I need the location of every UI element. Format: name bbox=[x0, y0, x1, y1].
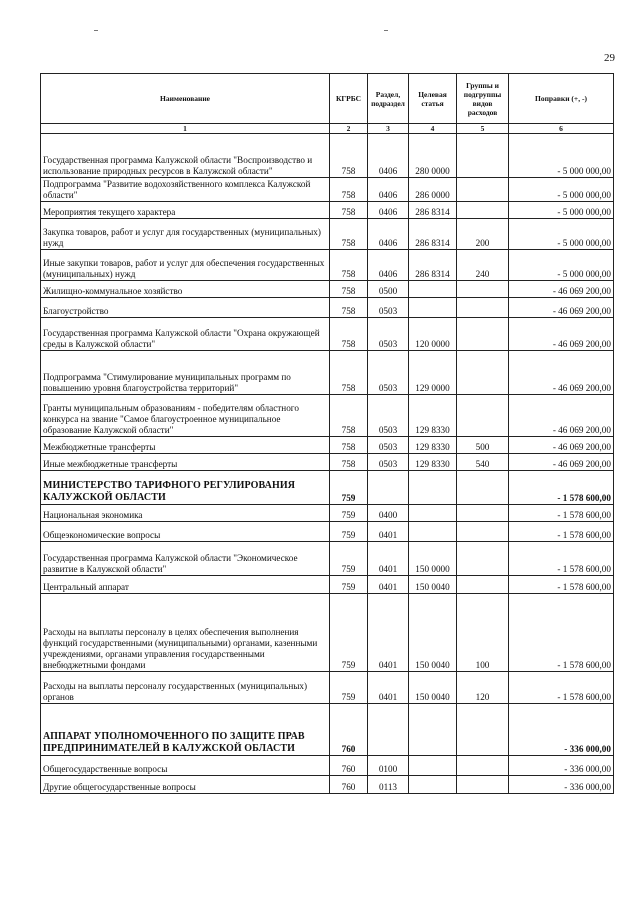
row-target-article bbox=[409, 776, 457, 794]
row-section: 0401 bbox=[368, 672, 409, 704]
row-section: 0400 bbox=[368, 505, 409, 522]
row-expense-group: 540 bbox=[457, 454, 509, 471]
row-target-article: 286 8314 bbox=[409, 219, 457, 250]
table-row bbox=[41, 298, 614, 318]
row-target-article: 129 8330 bbox=[409, 395, 457, 437]
row-target-article: 120 0000 bbox=[409, 318, 457, 351]
row-amendment-amount: - 1 578 600,00 bbox=[509, 505, 614, 522]
row-amendment-amount: - 336 000,00 bbox=[509, 756, 614, 776]
row-target-article: 150 0040 bbox=[409, 576, 457, 594]
row-section: 0406 bbox=[368, 250, 409, 281]
row-name: Подпрограмма "Стимулирование муниципальных программ по повышению уровня благоустройства территорий" bbox=[41, 351, 330, 395]
row-section: 0401 bbox=[368, 542, 409, 576]
row-name: Национальная экономика bbox=[41, 505, 330, 522]
row-section: 0406 bbox=[368, 134, 409, 178]
row-amendment-amount: - 5 000 000,00 bbox=[509, 250, 614, 281]
row-target-article: 129 8330 bbox=[409, 454, 457, 471]
row-kgrbs: 758 bbox=[330, 298, 368, 318]
row-name: Жилищно-коммунальное хозяйство bbox=[41, 281, 330, 298]
row-kgrbs: 758 bbox=[330, 281, 368, 298]
table-row bbox=[41, 576, 614, 594]
row-expense-group bbox=[457, 522, 509, 542]
row-expense-group bbox=[457, 134, 509, 178]
row-section: 0401 bbox=[368, 522, 409, 542]
row-amendment-amount: - 46 069 200,00 bbox=[509, 318, 614, 351]
row-target-article: 286 0000 bbox=[409, 178, 457, 202]
header-amendments: Поправки (+, -) bbox=[509, 74, 614, 124]
row-name: Государственная программа Калужской области "Охрана окружающей среды в Калужской области" bbox=[41, 318, 330, 351]
row-name: Государственная программа Калужской области "Экономическое развитие в Калужской области" bbox=[41, 542, 330, 576]
row-expense-group bbox=[457, 756, 509, 776]
row-name: Государственная программа Калужской области "Воспроизводство и использование природных ресурсов в Калужской области" bbox=[41, 134, 330, 178]
row-amendment-amount: - 5 000 000,00 bbox=[509, 202, 614, 219]
row-amendment-amount: - 46 069 200,00 bbox=[509, 351, 614, 395]
row-name: Общегосударственные вопросы bbox=[41, 756, 330, 776]
row-name: Гранты муниципальным образованиям - победителям областного конкурса на звание "Самое благоустроенное муниципальное образование Калужской области" bbox=[41, 395, 330, 437]
table-row bbox=[41, 318, 614, 351]
row-expense-group: 100 bbox=[457, 594, 509, 672]
row-name: Закупка товаров, работ и услуг для государственных (муниципальных) нужд bbox=[41, 219, 330, 250]
table-row bbox=[41, 454, 614, 471]
row-name: Расходы на выплаты персоналу государственных (муниципальных) органов bbox=[41, 672, 330, 704]
row-target-article: 286 8314 bbox=[409, 250, 457, 281]
row-section: 0406 bbox=[368, 178, 409, 202]
scan-mark bbox=[94, 30, 98, 31]
row-name: Подпрограмма "Развитие водохозяйственного комплекса Калужской области" bbox=[41, 178, 330, 202]
table-row bbox=[41, 704, 614, 756]
row-amendment-amount: - 46 069 200,00 bbox=[509, 454, 614, 471]
row-section: 0503 bbox=[368, 454, 409, 471]
row-amendment-amount: - 46 069 200,00 bbox=[509, 281, 614, 298]
column-number: 4 bbox=[409, 124, 457, 134]
row-name: Иные межбюджетные трансферты bbox=[41, 454, 330, 471]
row-section: 0401 bbox=[368, 576, 409, 594]
row-kgrbs: 759 bbox=[330, 505, 368, 522]
header-target-article: Целевая статья bbox=[409, 74, 457, 124]
table-row bbox=[41, 202, 614, 219]
row-expense-group: 120 bbox=[457, 672, 509, 704]
row-target-article: 129 0000 bbox=[409, 351, 457, 395]
column-number: 2 bbox=[330, 124, 368, 134]
row-expense-group bbox=[457, 298, 509, 318]
row-name: Центральный аппарат bbox=[41, 576, 330, 594]
column-numbers-row bbox=[41, 124, 614, 134]
row-section: 0503 bbox=[368, 351, 409, 395]
row-expense-group: 500 bbox=[457, 437, 509, 454]
table-row bbox=[41, 351, 614, 395]
row-amendment-amount: - 336 000,00 bbox=[509, 704, 614, 756]
row-name: Благоустройство bbox=[41, 298, 330, 318]
row-target-article bbox=[409, 522, 457, 542]
row-amendment-amount: - 46 069 200,00 bbox=[509, 298, 614, 318]
row-target-article: 286 8314 bbox=[409, 202, 457, 219]
row-target-article: 129 8330 bbox=[409, 437, 457, 454]
row-name: Межбюджетные трансферты bbox=[41, 437, 330, 454]
header-kgrbs: КГРБС bbox=[330, 74, 368, 124]
row-kgrbs: 760 bbox=[330, 756, 368, 776]
row-kgrbs: 760 bbox=[330, 704, 368, 756]
row-target-article bbox=[409, 505, 457, 522]
scan-mark bbox=[384, 30, 388, 31]
row-expense-group bbox=[457, 576, 509, 594]
row-kgrbs: 758 bbox=[330, 178, 368, 202]
row-amendment-amount: - 1 578 600,00 bbox=[509, 576, 614, 594]
row-kgrbs: 759 bbox=[330, 672, 368, 704]
table-row bbox=[41, 522, 614, 542]
row-section: 0100 bbox=[368, 756, 409, 776]
row-kgrbs: 758 bbox=[330, 219, 368, 250]
table-row bbox=[41, 219, 614, 250]
row-name: МИНИСТЕРСТВО ТАРИФНОГО РЕГУЛИРОВАНИЯ КАЛУЖСКОЙ ОБЛАСТИ bbox=[41, 471, 330, 505]
row-kgrbs: 759 bbox=[330, 542, 368, 576]
row-expense-group bbox=[457, 471, 509, 505]
table-row bbox=[41, 437, 614, 454]
row-target-article: 150 0040 bbox=[409, 594, 457, 672]
row-amendment-amount: - 1 578 600,00 bbox=[509, 542, 614, 576]
row-expense-group bbox=[457, 281, 509, 298]
row-kgrbs: 758 bbox=[330, 351, 368, 395]
row-kgrbs: 759 bbox=[330, 471, 368, 505]
row-kgrbs: 758 bbox=[330, 134, 368, 178]
column-number: 5 bbox=[457, 124, 509, 134]
row-expense-group bbox=[457, 776, 509, 794]
table-row bbox=[41, 505, 614, 522]
row-target-article: 280 0000 bbox=[409, 134, 457, 178]
row-kgrbs: 759 bbox=[330, 576, 368, 594]
row-kgrbs: 758 bbox=[330, 250, 368, 281]
row-section bbox=[368, 704, 409, 756]
row-target-article bbox=[409, 704, 457, 756]
row-expense-group bbox=[457, 351, 509, 395]
table-row bbox=[41, 250, 614, 281]
row-amendment-amount: - 46 069 200,00 bbox=[509, 437, 614, 454]
table-row bbox=[41, 471, 614, 505]
table-row bbox=[41, 776, 614, 794]
row-name: Иные закупки товаров, работ и услуг для обеспечения государственных (муниципальных) нужд bbox=[41, 250, 330, 281]
table-row bbox=[41, 178, 614, 202]
row-amendment-amount: - 5 000 000,00 bbox=[509, 134, 614, 178]
table-row bbox=[41, 134, 614, 178]
row-amendment-amount: - 1 578 600,00 bbox=[509, 522, 614, 542]
row-amendment-amount: - 5 000 000,00 bbox=[509, 219, 614, 250]
column-number: 3 bbox=[368, 124, 409, 134]
row-kgrbs: 759 bbox=[330, 522, 368, 542]
row-section: 0503 bbox=[368, 395, 409, 437]
row-amendment-amount: - 1 578 600,00 bbox=[509, 672, 614, 704]
table-row bbox=[41, 281, 614, 298]
row-expense-group bbox=[457, 542, 509, 576]
row-name: АППАРАТ УПОЛНОМОЧЕННОГО ПО ЗАЩИТЕ ПРАВ ПРЕДПРИНИМАТЕЛЕЙ В КАЛУЖСКОЙ ОБЛАСТИ bbox=[41, 704, 330, 756]
table-row bbox=[41, 395, 614, 437]
table-row bbox=[41, 672, 614, 704]
row-expense-group bbox=[457, 202, 509, 219]
row-amendment-amount: - 336 000,00 bbox=[509, 776, 614, 794]
header-expense-groups: Группы и подгруппы видов расходов bbox=[457, 74, 509, 124]
row-expense-group bbox=[457, 704, 509, 756]
row-section: 0406 bbox=[368, 202, 409, 219]
column-number: 6 bbox=[509, 124, 614, 134]
row-section: 0503 bbox=[368, 437, 409, 454]
row-target-article bbox=[409, 471, 457, 505]
row-section: 0503 bbox=[368, 298, 409, 318]
row-kgrbs: 759 bbox=[330, 594, 368, 672]
row-expense-group bbox=[457, 505, 509, 522]
row-expense-group bbox=[457, 395, 509, 437]
row-expense-group bbox=[457, 178, 509, 202]
column-number: 1 bbox=[41, 124, 330, 134]
table-row bbox=[41, 542, 614, 576]
row-target-article: 150 0040 bbox=[409, 672, 457, 704]
row-kgrbs: 758 bbox=[330, 395, 368, 437]
row-expense-group bbox=[457, 318, 509, 351]
row-kgrbs: 758 bbox=[330, 318, 368, 351]
row-amendment-amount: - 46 069 200,00 bbox=[509, 395, 614, 437]
row-section: 0503 bbox=[368, 318, 409, 351]
row-name: Мероприятия текущего характера bbox=[41, 202, 330, 219]
page-number: 29 bbox=[604, 52, 615, 64]
row-target-article bbox=[409, 298, 457, 318]
row-expense-group: 200 bbox=[457, 219, 509, 250]
row-target-article: 150 0000 bbox=[409, 542, 457, 576]
table-header-row bbox=[41, 74, 614, 124]
table-row bbox=[41, 756, 614, 776]
row-target-article bbox=[409, 281, 457, 298]
row-name: Расходы на выплаты персоналу в целях обеспечения выполнения функций государственными (муниципальными) органами, казенными учреждениями, органами управления государственными внебюджетными фондами bbox=[41, 594, 330, 672]
row-target-article bbox=[409, 756, 457, 776]
row-section bbox=[368, 471, 409, 505]
row-kgrbs: 758 bbox=[330, 437, 368, 454]
row-section: 0500 bbox=[368, 281, 409, 298]
row-name: Другие общегосударственные вопросы bbox=[41, 776, 330, 794]
header-section: Раздел, подраздел bbox=[368, 74, 409, 124]
row-section: 0406 bbox=[368, 219, 409, 250]
row-amendment-amount: - 5 000 000,00 bbox=[509, 178, 614, 202]
header-name: Наименование bbox=[41, 74, 330, 124]
row-kgrbs: 758 bbox=[330, 202, 368, 219]
row-name: Общеэкономические вопросы bbox=[41, 522, 330, 542]
row-section: 0113 bbox=[368, 776, 409, 794]
budget-table bbox=[40, 73, 614, 794]
table-row bbox=[41, 594, 614, 672]
row-section: 0401 bbox=[368, 594, 409, 672]
row-kgrbs: 758 bbox=[330, 454, 368, 471]
row-kgrbs: 760 bbox=[330, 776, 368, 794]
row-amendment-amount: - 1 578 600,00 bbox=[509, 594, 614, 672]
row-expense-group: 240 bbox=[457, 250, 509, 281]
row-amendment-amount: - 1 578 600,00 bbox=[509, 471, 614, 505]
